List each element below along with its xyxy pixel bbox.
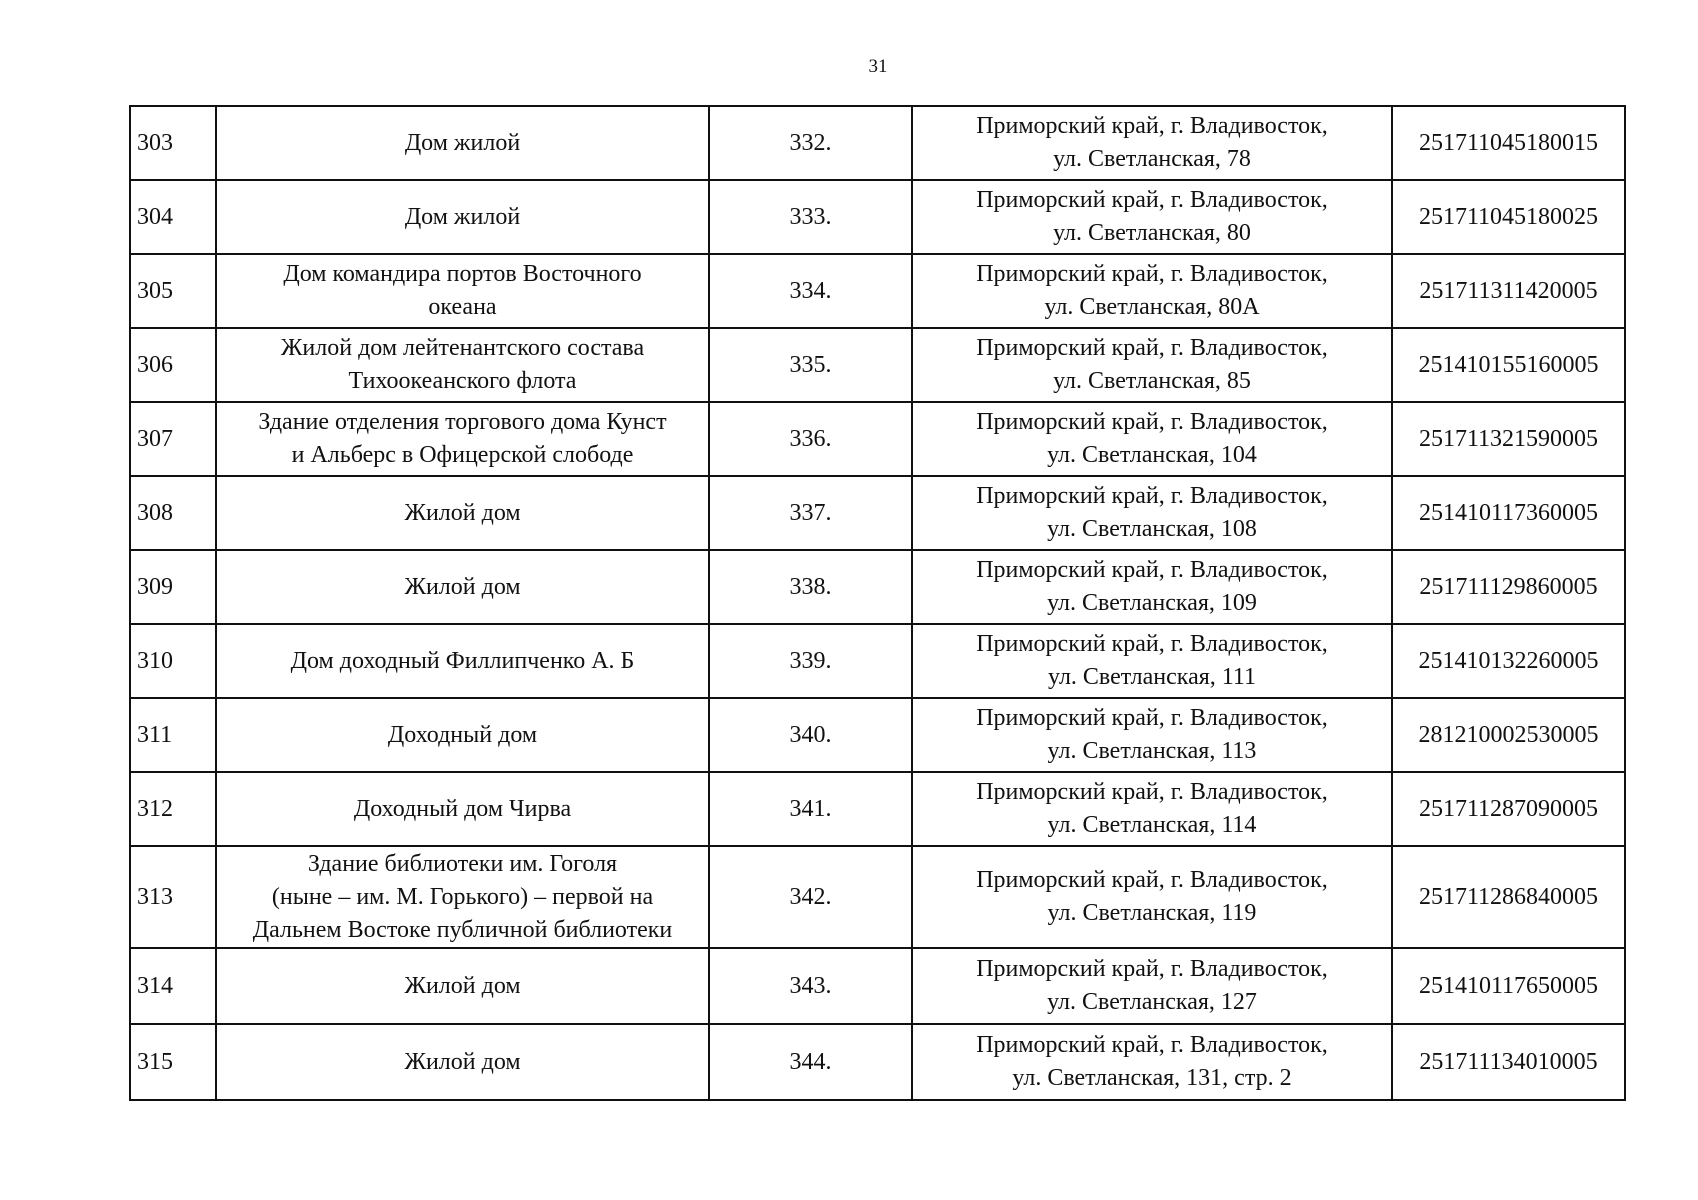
registry-number-cell: 335. [709,328,912,402]
object-name-line: Здание библиотеки им. Гоголя [307,850,618,877]
address-line: Приморский край, г. Владивосток, [976,705,1328,731]
address-cell [912,254,1392,328]
registry-number-cell: 334. [709,254,912,328]
table-row [130,772,1625,846]
address-cell [912,1024,1392,1100]
row-number-cell: 315 [130,1024,216,1100]
registration-code-cell: 251711045180015 [1392,106,1625,180]
table-row [130,550,1625,624]
address-cell [912,402,1392,476]
address-line: ул. Светланская, 80А [1044,294,1260,320]
row-number-cell: 311 [130,698,216,772]
object-name-line: Жилой дом [404,573,521,600]
table-row [130,1024,1625,1100]
address-line: ул. Светланская, 114 [1047,812,1257,838]
registry-number-cell: 337. [709,476,912,550]
table-row [130,948,1625,1024]
registry-number-cell: 336. [709,402,912,476]
address-cell [912,550,1392,624]
table-row [130,402,1625,476]
object-name-line: Дом жилой [404,129,521,156]
object-name-line: Дом доходный Филлипченко А. Б [290,647,635,674]
registration-code-cell: 251711134010005 [1392,1024,1625,1100]
registry-number-cell: 333. [709,180,912,254]
address-cell [912,106,1392,180]
address-line: ул. Светланская, 131, стр. 2 [1012,1065,1292,1091]
row-number-cell: 306 [130,328,216,402]
row-number-cell: 313 [130,846,216,948]
address-line: ул. Светланская, 111 [1048,664,1256,690]
table-row [130,254,1625,328]
address-cell [912,846,1392,948]
object-name-line: Дом жилой [404,203,521,230]
object-name-line: Доходный дом Чирва [353,795,572,822]
row-number-cell: 312 [130,772,216,846]
registry-number-cell: 340. [709,698,912,772]
table-row [130,624,1625,698]
address-line: Приморский край, г. Владивосток, [976,779,1328,805]
address-line: ул. Светланская, 109 [1047,590,1257,616]
registry-number-cell: 344. [709,1024,912,1100]
registration-code-cell: 251410117360005 [1392,476,1625,550]
object-name-line: и Альберс в Офицерской слободе [291,442,634,468]
object-name-cell [216,402,709,476]
row-number-cell: 309 [130,550,216,624]
object-name-line: (ныне – им. М. Горького) – первой на [271,883,654,910]
page-number: 31 [868,56,888,77]
table-row [130,328,1625,402]
table-row [130,846,1625,948]
object-name-line: Доходный дом [387,721,538,748]
table-body [130,106,1625,1100]
address-line: Приморский край, г. Владивосток, [976,1032,1328,1058]
registration-code-cell: 251711287090005 [1392,772,1625,846]
object-name-cell [216,328,709,402]
registry-number-cell: 332. [709,106,912,180]
address-line: ул. Светланская, 104 [1047,442,1257,468]
registry-number-cell: 341. [709,772,912,846]
address-line: Приморский край, г. Владивосток, [976,867,1328,893]
address-line: ул. Светланская, 80 [1053,220,1251,246]
registry-number-cell: 342. [709,846,912,948]
row-number-cell: 310 [130,624,216,698]
address-line: Приморский край, г. Владивосток, [976,409,1328,435]
address-line: ул. Светланская, 119 [1047,900,1257,926]
object-name-cell [216,772,709,846]
address-line: ул. Светланская, 127 [1047,989,1257,1015]
row-number-cell: 307 [130,402,216,476]
row-number-cell: 314 [130,948,216,1024]
object-name-cell [216,106,709,180]
registration-code-cell: 251711129860005 [1392,550,1625,624]
object-name-cell [216,1024,709,1100]
object-name-line: Жилой дом [404,972,521,999]
address-cell [912,698,1392,772]
address-line: ул. Светланская, 78 [1053,146,1251,172]
row-number-cell: 308 [130,476,216,550]
address-line: ул. Светланская, 108 [1047,516,1257,542]
address-cell [912,948,1392,1024]
address-line: Приморский край, г. Владивосток, [976,187,1328,213]
registry-number-cell: 338. [709,550,912,624]
address-cell [912,180,1392,254]
table-row [130,476,1625,550]
object-name-cell [216,846,709,948]
address-line: Приморский край, г. Владивосток, [976,261,1328,287]
object-name-line: Жилой дом [404,499,521,526]
object-name-cell [216,550,709,624]
object-name-line: Дальнем Востоке публичной библиотеки [252,916,673,943]
address-line: Приморский край, г. Владивосток, [976,483,1328,509]
address-line: Приморский край, г. Владивосток, [976,557,1328,583]
table-row [130,180,1625,254]
address-cell [912,476,1392,550]
object-name-cell [216,698,709,772]
address-line: Приморский край, г. Владивосток, [976,956,1328,982]
registration-code-cell: 281210002530005 [1392,698,1625,772]
address-line: Приморский край, г. Владивосток, [976,335,1328,361]
registration-code-cell: 251711311420005 [1392,254,1625,328]
address-cell [912,624,1392,698]
heritage-objects-table [129,105,1626,1101]
object-name-cell [216,476,709,550]
registry-number-cell: 343. [709,948,912,1024]
object-name-line: Жилой дом [404,1048,521,1075]
table-row [130,698,1625,772]
address-line: Приморский край, г. Владивосток, [976,631,1328,657]
row-number-cell: 305 [130,254,216,328]
registration-code-cell: 251410132260005 [1392,624,1625,698]
registration-code-cell: 251410117650005 [1392,948,1625,1024]
address-cell [912,772,1392,846]
object-name-line: Дом командира портов Восточного [283,261,642,287]
address-line: ул. Светланская, 113 [1047,738,1257,764]
object-name-cell [216,180,709,254]
object-name-cell [216,624,709,698]
registry-number-cell: 339. [709,624,912,698]
registration-code-cell: 251711286840005 [1392,846,1625,948]
address-cell [912,328,1392,402]
table-row [130,106,1625,180]
object-name-line: Здание отделения торгового дома Кунст [258,409,667,435]
row-number-cell: 303 [130,106,216,180]
row-number-cell: 304 [130,180,216,254]
object-name-line: Тихоокеанского флота [348,368,577,394]
address-line: ул. Светланская, 85 [1053,368,1251,394]
object-name-cell [216,948,709,1024]
address-line: Приморский край, г. Владивосток, [976,113,1328,139]
object-name-line: океана [428,294,497,320]
registration-code-cell: 251711045180025 [1392,180,1625,254]
object-name-cell [216,254,709,328]
registration-code-cell: 251410155160005 [1392,328,1625,402]
object-name-line: Жилой дом лейтенантского состава [280,335,645,361]
registration-code-cell: 251711321590005 [1392,402,1625,476]
